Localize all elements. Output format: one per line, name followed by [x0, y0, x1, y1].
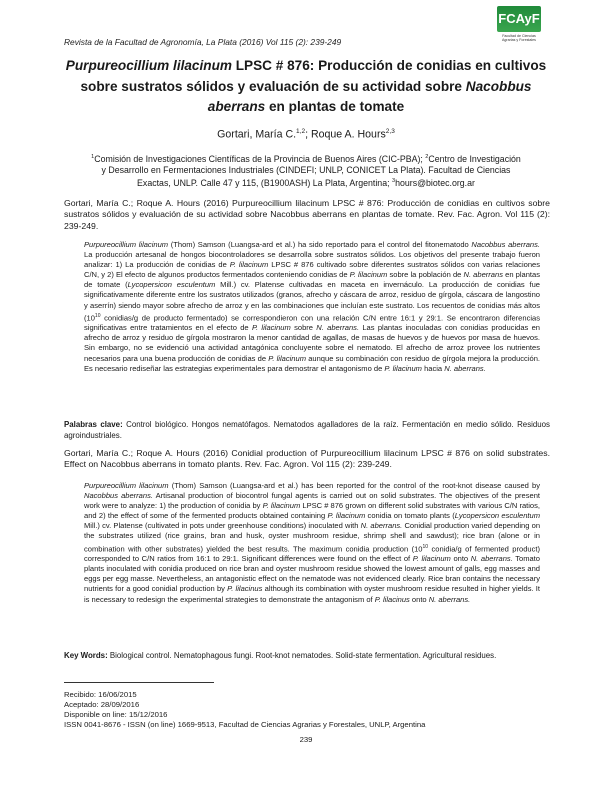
- citation-spanish: Gortari, María C.; Roque A. Hours (2016) Purpureocillium lilacinum LPSC # 876: Producción de conidias en cultivos sobre sustratos sólidos y evaluación de su actividad sobre Nacobbus aberrans en plantas de tomate. Rev. Fac. Agron. Vol 115 (2): 239-249.: [64, 198, 550, 231]
- abs-en-i5: Lycopersicon esculentum: [454, 511, 540, 521]
- abs-es-i7: P. lilacinum: [251, 323, 291, 333]
- logo-sub-line-1: Facultad de Ciencias: [502, 34, 536, 38]
- abs-es-i5: N. aberrans: [463, 270, 503, 280]
- abs-en-t8: onto: [450, 554, 471, 564]
- faculty-logo: [482, 6, 556, 56]
- author-1: Gortari, María C.: [217, 128, 297, 141]
- abs-es-i10: P. lilacinum: [384, 363, 422, 373]
- abs-es-t4: sobre la población de: [387, 270, 464, 280]
- abs-en-i8: N. aberrans.: [470, 554, 513, 564]
- abs-es-i3: P. lilacinum: [229, 260, 269, 270]
- abs-en-i9: P. lilacinus: [227, 584, 263, 594]
- abs-en-i1: Purpureocillium lilacinum: [84, 481, 169, 490]
- journal-header: Revista de la Facultad de Agronomía, La Plata (2016) Vol 115 (2): 239-249: [64, 37, 342, 47]
- title-species-2: Nacobbus aberrans: [207, 78, 532, 114]
- abs-en-i7: P. lilacinum: [412, 554, 451, 564]
- abs-es-i11: N. aberrans.: [444, 363, 486, 373]
- abs-en-i6: N. aberrans.: [360, 521, 403, 531]
- abs-es-t8: sobre: [290, 323, 317, 333]
- keywords-en-label: Key Words:: [64, 651, 108, 660]
- abs-en-i4: P. lilacinum: [327, 511, 366, 521]
- abstract-spanish: [84, 240, 540, 374]
- title-part-2: en plantas de tomate: [265, 99, 405, 114]
- page-number: 239: [299, 735, 313, 744]
- title-species-1: Purpureocillium lilacinum: [65, 58, 232, 73]
- abstract-english: [84, 481, 540, 605]
- keywords-es-label: Palabras clave:: [64, 420, 123, 429]
- received-date: Recibido: 16/06/2015: [64, 690, 137, 699]
- abs-en-t6: Conidial production varied depending on the substrates utilized (rice grains, bran and husk, oyster mushroom residue, shrimp shell and sawdust); rice bran (alone or in combination with other substrates) yielded the best results. The maximum conidia production (10: [84, 521, 541, 554]
- abs-es-i6: Lycopersicon esculentum: [127, 280, 216, 290]
- footnote-divider: [64, 682, 214, 683]
- abs-es-i2: Nacobbus aberrans.: [471, 240, 540, 249]
- keywords-en-text: Biological control. Nematophagous fungi. Root-knot nematodes. Solid-state fermentation. Agricultural residues.: [107, 651, 497, 660]
- abs-en-t10: although its combination with oyster mushroom residue resulted in higher yields. It is necessary to redesign the experimental strategies to demonstrate the antagonism of: [84, 584, 540, 604]
- abs-es-i4: P. lilacinum: [349, 270, 388, 280]
- abs-es-t7: conidias/g de producto fermentado) se correspondieron con una relación C/N entre 16:1 y 29:1. Se encontraron diferencias significativas entre tratamientos en el efecto de: [84, 313, 540, 333]
- affil-2-text: Centro de Investigación y Desarrollo en Fermentaciones Industriales (CINDEFI; UNLP, CONICET La Plata). Facultad de Ciencias Exactas, UNLP. Calle 47 y 115, (B1900ASH) La Plata, Argentina;: [101, 153, 521, 189]
- abs-es-i9: P. lilacinum: [268, 353, 306, 363]
- abs-en-sup1: 10: [422, 543, 429, 550]
- keywords-spanish: [64, 420, 550, 441]
- abs-en-t4: conidia on tomato plants (: [365, 511, 455, 521]
- paper-title: [60, 56, 552, 118]
- abs-es-t6: Mill.) cv. Platense cultivadas en maceta en invernáculo. La producción de conidias fue significativamente diferente entre los sustratos utilizados (granos, afrecho y cáscara de arroz, residuo de gírgola, cáscara de langostino y aserrín) siendo mayor sobre afrecho de arroz y en las combinaciones que incluían este sustrato. Los recuentos de conidias más altos (10: [84, 280, 540, 323]
- abs-en-i3: P. lilacinum: [262, 501, 301, 511]
- keywords-english: [64, 651, 550, 662]
- contact-email[interactable]: hours@biotec.org.ar: [395, 178, 475, 189]
- abs-es-t5: en plantas de tomate (: [84, 270, 540, 290]
- author-1-affiliation: 1,2: [296, 128, 306, 135]
- logo-mark: [497, 6, 541, 32]
- abs-es-i1: Purpureocillium lilacinum: [84, 240, 169, 249]
- abs-en-t2: Artisanal production of biocontrol fungal agents is carried out on solid substrates. The objectives of the present work were to analyze: 1) the production of conidia by: [84, 491, 540, 511]
- online-date: Disponible on line: 15/12/2016: [64, 710, 168, 719]
- accepted-date: Aceptado: 28/09/2016: [64, 700, 140, 709]
- abs-es-t10: aunque su combinación con residuo de gírgola mejora la producción. Es necesario rediseñar las estrategias experimentales para demostrar el antagonismo de: [84, 353, 540, 373]
- affil-1-text: Comisión de Investigaciones Científicas de la Provincia de Buenos Aires (CIC-PBA);: [94, 153, 426, 164]
- logo-sub-line-2: Agrarias y Forestales: [502, 38, 536, 43]
- affil-3-marker: 3: [391, 178, 396, 185]
- abs-en-t3: LPSC # 876 grown on different solid substrates with various C/N ratios, and 2) the effect of some of the fermented products obtained containing: [84, 501, 540, 521]
- author-separator: ;: [305, 128, 311, 141]
- citation-english: Gortari, María C.; Roque A. Hours (2016) Conidial production of Purpureocillium lilacinum LPSC # 876 on solid substrates. Effect on Nacobbus aberrans in tomato plants. Rev. Fac. Agron. Vol 115 (2): 239-249.: [64, 448, 550, 470]
- title-part-1: LPSC # 876: Producción de conidias en cultivos sobre sustratos sólidos y evaluación de su actividad sobre: [80, 58, 547, 94]
- abs-en-t1: (Thom) Samson (Luangsa-ard et al.) has been reported for the control of the root-knot disease caused by: [168, 481, 541, 490]
- abs-en-t9: Tomato plants inoculated with conidia produced on rice bran and oyster mushroom residue showed the lowest amount of galls, egg masses and eggs per egg masse. Nevertheless, an antagonistic effect on the nematode was not evidenced clearly. Rice bran contains the necessary nutrients for a good conidial production by: [84, 554, 540, 594]
- affil-2-marker: 2: [425, 154, 429, 160]
- affiliations: [90, 152, 522, 189]
- abs-en-i10: P. lilacinus: [374, 594, 410, 604]
- keywords-es-text: Control biológico. Hongos nematófagos. Nematodos agalladores de la raíz. Fermentación en medio sólido. Residuos agroindustriales.: [64, 420, 551, 440]
- abs-es-sup1: 10: [94, 312, 101, 319]
- abs-en-t11: onto: [409, 594, 429, 604]
- author-2: Roque A. Hours: [310, 128, 386, 141]
- abs-es-t3: LPSC # 876 cultivado sobre diferentes sustratos sólidos con varias relaciones C/N, y 2) El efecto de algunos productos fermentados conteniendo conidias de: [84, 260, 540, 280]
- logo-subtitle: [482, 34, 556, 42]
- abs-en-t7: conidia/g of fermented product) corresponded to C/N ratios from 16:1 to 29:1. Significant differences were found on the effect of: [84, 544, 540, 564]
- abs-en-i11: N. aberrans.: [428, 594, 471, 604]
- author-list: [60, 128, 552, 141]
- logo-text: FCAyF: [498, 11, 540, 26]
- abs-en-t5: Mill.) cv. Platense (cultivated in pots under greenhouse conditions) inoculated with: [84, 521, 361, 531]
- abs-es-t2: La producción artesanal de hongos biocontroladores se desarrolla sobre sustratos sólidos. Los objetivos del presente trabajo fueron analizar: 1) La producción de conidias de: [84, 250, 540, 270]
- abs-en-i2: Nacobbus aberrans.: [84, 491, 153, 501]
- abs-es-t9: Las plantas inoculadas con conidias producidas en afrecho de arroz y residuo de gírgola mostraron la menor cantidad de agallas, de masas de huevos y de huevos por masa de huevos. Sin embargo, no se evidenció una actividad antagónica concluyente sobre el nematodo. El afrecho de arroz provee los nutrientes necesarios para una buena producción de conidias de: [84, 323, 541, 363]
- abs-es-t1: (Thom) Samson (Luangsa-ard et al.) ha sido reportado para el control del fitonematodo: [168, 240, 472, 249]
- abs-es-i8: N. aberrans.: [316, 323, 360, 333]
- affil-1-marker: 1: [91, 154, 95, 160]
- abs-es-t11: hacia: [421, 363, 445, 373]
- author-2-affiliation: 2,3: [385, 128, 395, 135]
- issn-line: ISSN 0041-8676 - ISSN (on line) 1669-9513, Facultad de Ciencias Agrarias y Forestales, UNLP, Argentina: [64, 720, 426, 729]
